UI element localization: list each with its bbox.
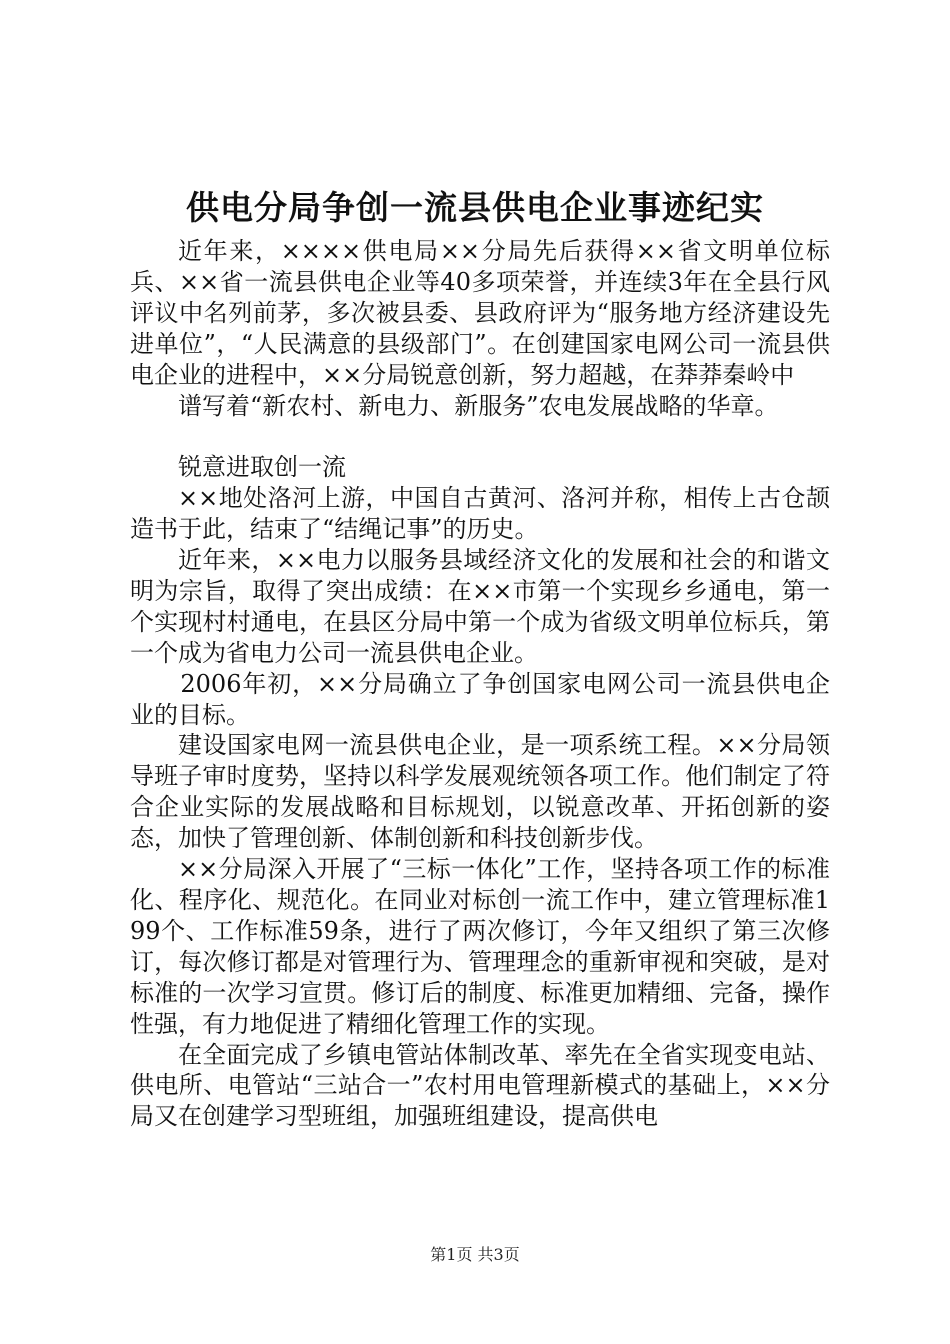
paragraph-reform: 在全面完成了乡镇电管站体制改革、率先在全省实现变电站、供电所、电管站“三站合一”农村用电管理新模式的基础上，××分局又在创建学习型班组，加强班组建设，提高供电 (130, 1040, 830, 1131)
paragraph-intro: 近年来，××××供电局××分局先后获得××省文明单位标兵、××省一流县供电企业等40多项荣誉，并连续3年在全县行风评议中名列前茅，多次被县委、县政府评为“服务地方经济建设先进单位”，“人民满意的县级部门”。在创建国家电网公司一流县供电企业的进程中，××分局锐意创新，努力超越，在莽莽秦岭中 (130, 237, 830, 389)
paragraph-system-engineering: 建设国家电网一流县供电企业，是一项系统工程。××分局领导班子审时度势，坚持以科学发展观统领各项工作。他们制定了符合企业实际的发展战略和目标规划，以锐意改革、开拓创新的姿态，加快了管理创新、体制创新和科技创新步伐。 (130, 731, 830, 853)
document-title: 供电分局争创一流县供电企业事迹纪实 (186, 188, 764, 227)
document-body (130, 236, 830, 1132)
paragraph-standardization: ××分局深入开展了“三标一体化”工作，坚持各项工作的标准化、程序化、规范化。在同业对标创一流工作中，建立管理标准199个、工作标准59条，进行了两次修订，今年又组织了第三次修订，每次修订都是对管理行为、管理理念的重新审视和突破，是对标准的一次学习宣贯。修订后的制度、标准更加精细、完备，操作性强，有力地促进了精细化管理工作的实现。 (130, 855, 830, 1038)
paragraph-goal: 2006年初，××分局确立了争创国家电网公司一流县供电企业的目标。 (130, 669, 830, 729)
blank-line (130, 421, 830, 452)
paragraph-intro-continued: 谱写着“新农村、新电力、新服务”农电发展战略的华章。 (178, 391, 779, 420)
paragraph-history: ××地处洛河上游，中国自古黄河、洛河并称，相传上古仓颉造书于此，结束了“结绳记事”的历史。 (130, 484, 830, 544)
page-footer: 第1页 共3页 (430, 1245, 520, 1264)
paragraph-achievements: 近年来，××电力以服务县域经济文化的发展和社会的和谐文明为宗旨，取得了突出成绩：在××市第一个实现乡乡通电，第一个实现村村通电，在县区分局中第一个成为省级文明单位标兵，第一个成为省电力公司一流县供电企业。 (130, 546, 830, 667)
section-heading: 锐意进取创一流 (178, 453, 346, 482)
